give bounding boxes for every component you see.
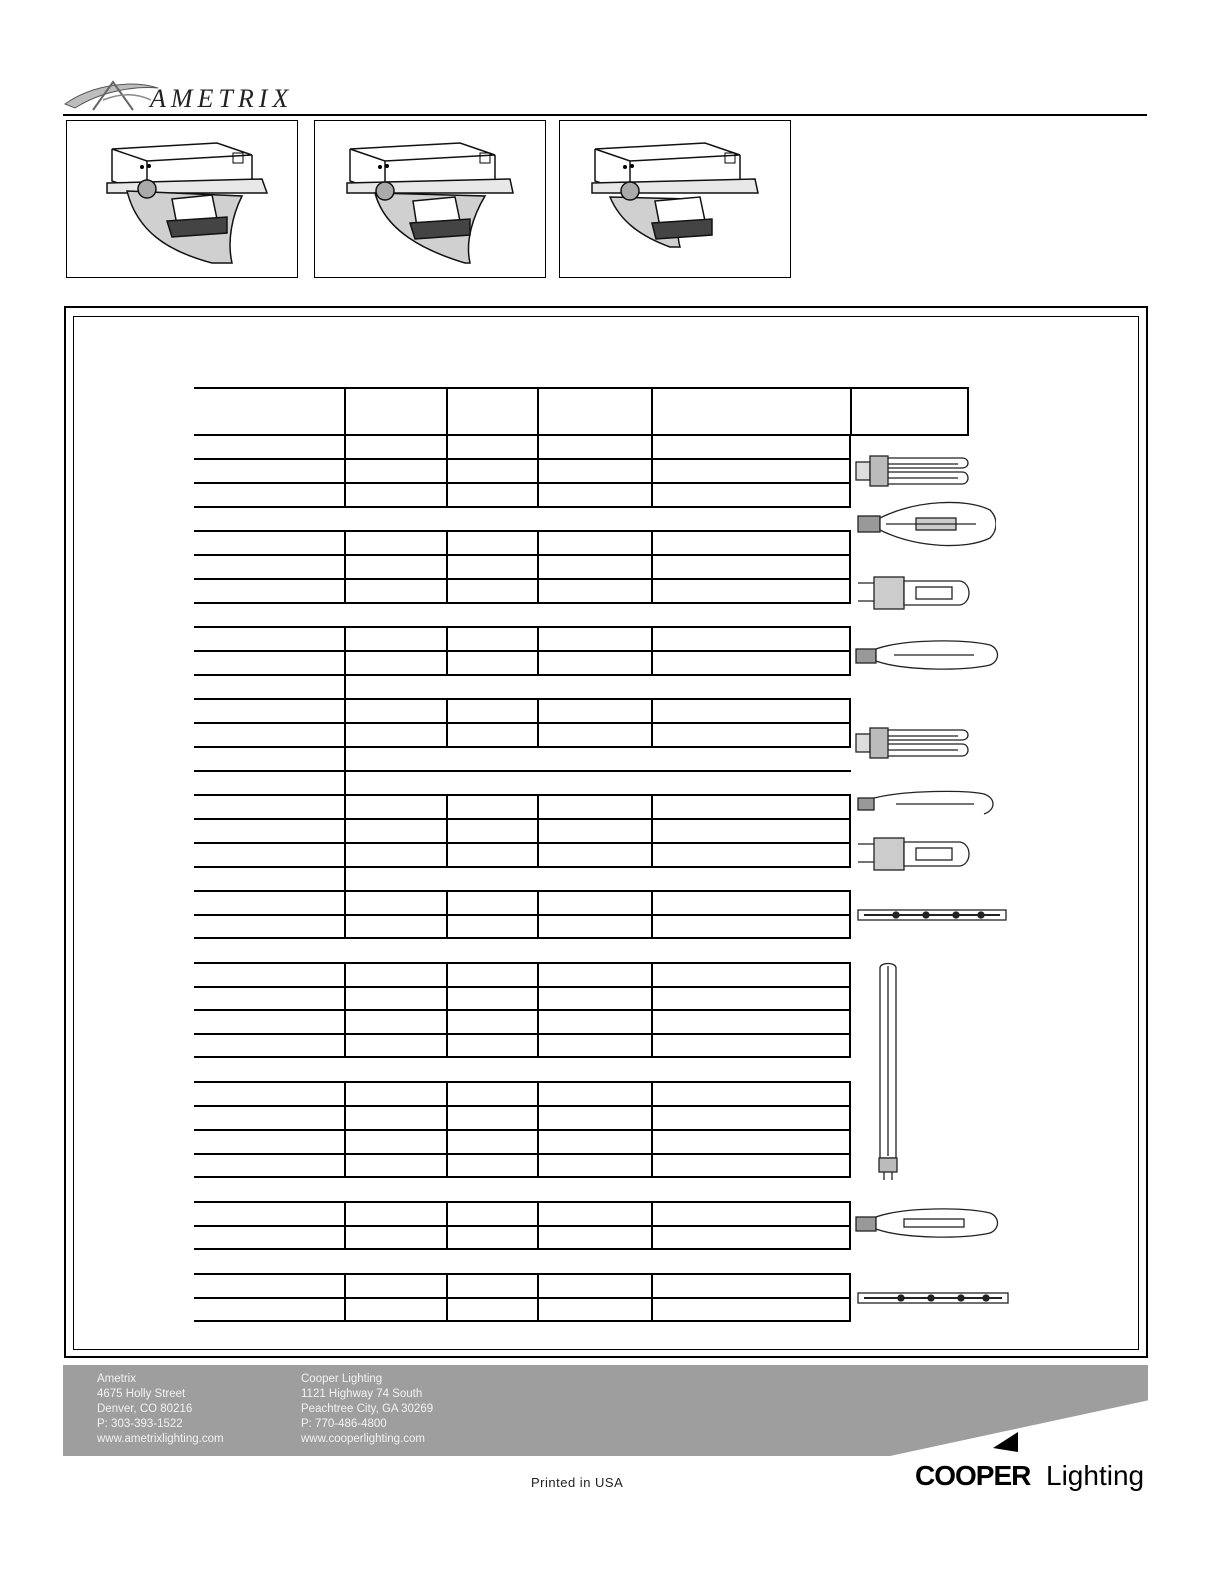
lighting-logo-word: Lighting (1046, 1460, 1145, 1491)
ametrix-city: Denver, CO 80216 (97, 1403, 193, 1415)
cooper-name: Cooper Lighting (301, 1373, 383, 1385)
lamp-spec-table (194, 387, 969, 1327)
double-ended-linear-lamp-icon (856, 1286, 1012, 1310)
single-ended-halogen-lamp-icon (856, 571, 976, 615)
long-twin-tube-lamp-icon (876, 962, 900, 1184)
ametrix-address (97, 1372, 224, 1447)
ametrix-name: Ametrix (97, 1373, 136, 1385)
brand-name: AMETRIX (150, 84, 294, 113)
quad-cfl-lamp-icon (854, 722, 974, 764)
cooper-city: Peachtree City, GA 30269 (301, 1403, 434, 1415)
ametrix-phone: P: 303-393-1522 (97, 1418, 183, 1430)
ametrix-street: 4675 Holly Street (97, 1388, 186, 1400)
cooper-phone: P: 770-486-4800 (301, 1418, 387, 1430)
tubular-hid-lamp-icon (856, 788, 996, 820)
printed-in-usa: Printed in USA (531, 1475, 624, 1490)
fixture-image-1 (66, 120, 298, 278)
single-ended-halogen-lamp-icon (856, 832, 976, 876)
cooper-logo-word: COOPER (915, 1460, 1031, 1491)
ed-metal-halide-lamp-icon (856, 500, 996, 548)
double-ended-linear-lamp-icon (856, 903, 1010, 927)
fixture-image-2 (314, 120, 546, 278)
ametrix-website-link[interactable]: www.ametrixlighting.com (97, 1433, 224, 1445)
tubular-hid-lamp-icon (854, 1205, 1000, 1241)
cooper-street: 1121 Highway 74 South (301, 1388, 423, 1400)
header-rule (63, 114, 1147, 116)
quad-cfl-lamp-icon (854, 450, 974, 492)
fixture-image-3 (559, 120, 791, 278)
cooper-address (301, 1372, 433, 1447)
cooper-website-link[interactable]: www.cooperlighting.com (301, 1433, 426, 1445)
tubular-hid-lamp-icon (854, 637, 1000, 673)
